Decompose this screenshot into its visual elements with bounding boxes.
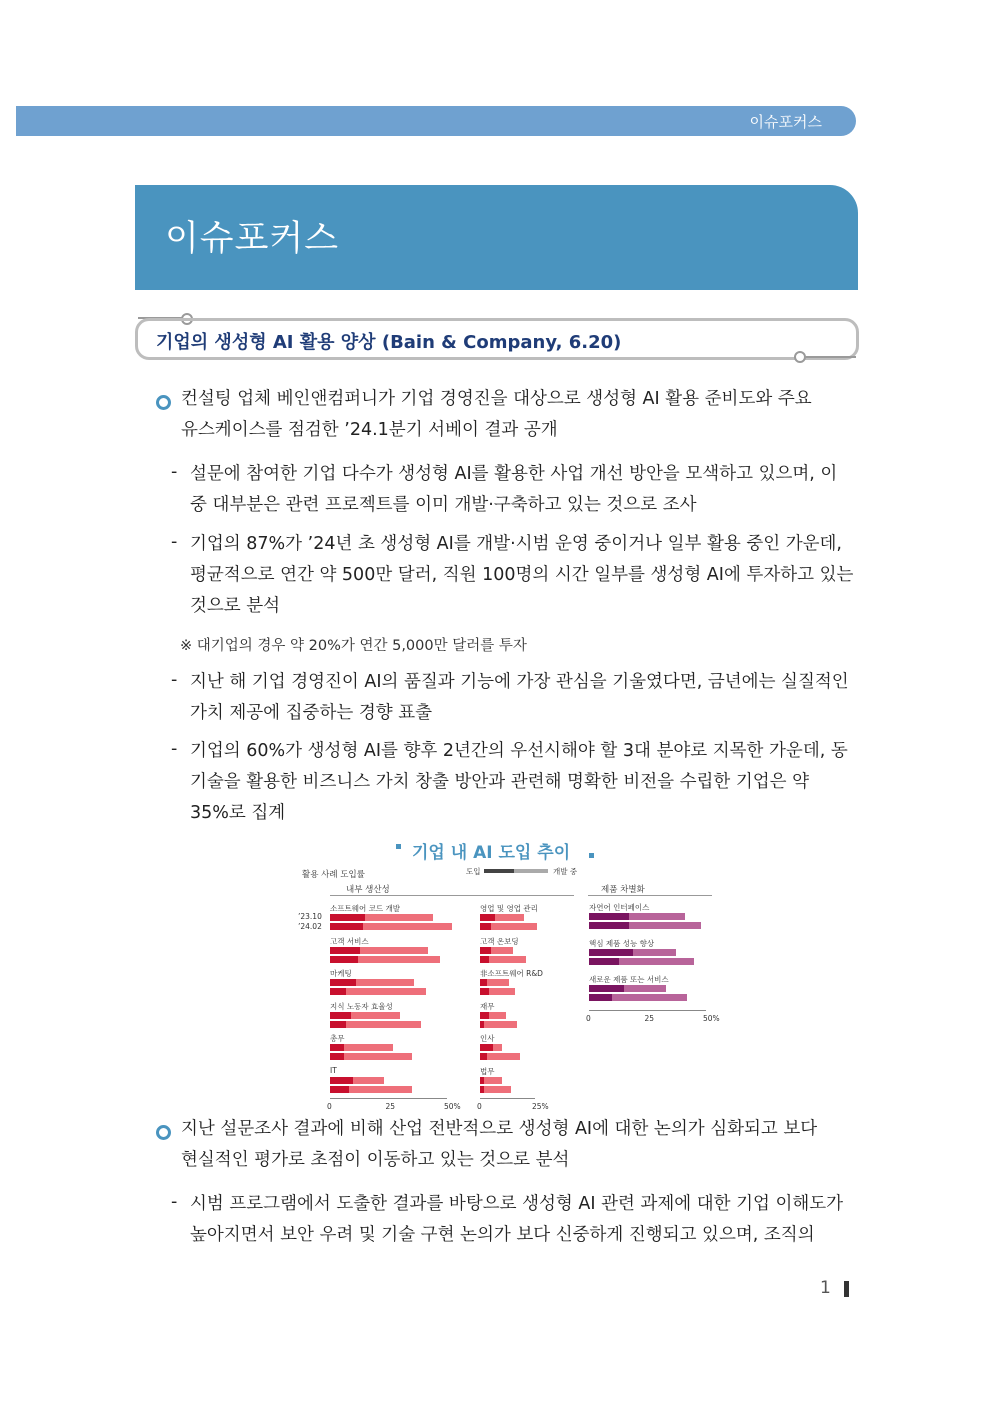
x-axis-line (330, 1098, 447, 1099)
bar-adopted (330, 1077, 353, 1084)
section-title-box (135, 318, 859, 360)
bar-adopted (330, 947, 360, 954)
x-tick-label: 0 (327, 1102, 332, 1111)
legend-swatch-developing (514, 869, 548, 873)
dash-paragraph (190, 459, 858, 521)
bar-developing (491, 923, 537, 930)
text-line: 지난 설문조사 결과에 비해 산업 전반적으로 생성형 AI에 대한 논의가 심화되고 보다 (181, 1119, 818, 1139)
text-line: 유스케이스를 점검한 ’24.1분기 서베이 결과 공개 (181, 420, 558, 440)
bar-adopted (589, 985, 624, 992)
text-line: 시범 프로그램에서 도출한 결과를 바탕으로 생성형 AI 관련 과제에 대한 기업 이해도가 (190, 1194, 844, 1214)
text-line: 높아지면서 보안 우려 및 기술 구현 논의가 보다 신중하게 진행되고 있으며, 조직의 (190, 1225, 815, 1245)
bar-developing (491, 947, 513, 954)
category-label: IT (330, 1065, 337, 1075)
section-title: 기업의 생성형 AI 활용 양상 (Bain & Company, 6.20) (156, 332, 622, 353)
period-label: ’23.10 (298, 912, 322, 921)
bar-developing (351, 1012, 400, 1019)
title-banner (135, 185, 858, 290)
bar-developing (489, 988, 515, 995)
panel-header-line (588, 895, 712, 896)
bar-developing (484, 1086, 510, 1093)
dash-mark: - (171, 739, 178, 759)
text-line: 중 대부분은 관련 프로젝트를 이미 개발·구축하고 있는 것으로 조사 (190, 495, 697, 515)
text-line: 기업의 60%가 생성형 AI를 향후 2년간의 우선시해야 할 3대 분야로 지목한 가운데, 동 (190, 741, 848, 761)
period-label: ’24.02 (298, 922, 322, 931)
bullet-paragraph (181, 1114, 858, 1176)
text-line: 기업의 87%가 ’24년 초 생성형 AI를 개발·시범 운영 중이거나 일부 활용 중인 가운데, (190, 534, 842, 554)
bar-developing (346, 1021, 421, 1028)
dash-mark: - (171, 532, 178, 552)
bar-adopted (589, 958, 619, 965)
bar-adopted (330, 1021, 346, 1028)
footnote: ※ 대기업의 경우 약 20%가 연간 5,000만 달러를 투자 (180, 638, 527, 654)
category-label: 非소프트웨어 R&D (480, 969, 543, 978)
text-line: 지난 해 기업 경영진이 AI의 품질과 기능에 가장 관심을 기울였다면, 금년에는 실질적인 (190, 672, 849, 692)
bar-adopted (480, 979, 487, 986)
chart-title-marker (589, 853, 594, 858)
bar-adopted (480, 1044, 493, 1051)
category-label: 재무 (480, 1001, 495, 1011)
bar-developing (484, 1077, 502, 1084)
page-number: 1 (820, 1278, 831, 1298)
section-box-knob (794, 351, 806, 363)
bar-developing (487, 1053, 520, 1060)
panel-title-product: 제품 차별화 (601, 885, 645, 895)
dash-paragraph (190, 529, 858, 622)
bar-adopted (589, 922, 629, 929)
text-line: 가치 제공에 집중하는 경향 표출 (190, 703, 433, 723)
bar-developing (365, 914, 433, 921)
bar-developing (356, 979, 415, 986)
text-line: 평균적으로 연간 약 500만 달러, 직원 100명의 시간 일부를 생성형 AI에 투자하고 있는 (190, 565, 854, 585)
text-line: 35%로 집계 (190, 803, 286, 823)
bar-developing (493, 1044, 502, 1051)
bar-developing (612, 994, 687, 1001)
legend-swatch-adopted (484, 869, 514, 873)
bar-developing (633, 949, 675, 956)
bar-adopted (589, 949, 633, 956)
panel-title-internal: 내부 생산성 (346, 885, 390, 895)
chart-title-marker (396, 844, 401, 849)
bar-developing (489, 956, 526, 963)
x-tick-label: 50% (444, 1102, 461, 1111)
x-tick-label: 25% (532, 1102, 549, 1111)
dash-mark: - (171, 670, 178, 690)
x-tick-label: 25 (644, 1014, 655, 1023)
bar-developing (629, 913, 685, 920)
bullet-icon (156, 1125, 171, 1140)
category-label: 고객 서비스 (330, 936, 369, 946)
bar-developing (358, 956, 440, 963)
text-line: 기술을 활용한 비즈니스 가치 창출 방안과 관련해 명확한 비전을 수립한 기업은 약 (190, 772, 810, 792)
panel-header-line (330, 895, 574, 896)
legend-label-developing: 개발 중 (553, 867, 578, 876)
bar-developing (487, 979, 509, 986)
bar-adopted (330, 1086, 349, 1093)
legend-label-adopted: 도입 (466, 867, 481, 876)
bar-adopted (480, 956, 489, 963)
category-label: 지식 노동자 효율성 (330, 1001, 393, 1011)
bar-developing (484, 1021, 517, 1028)
banner-title: 이슈포커스 (165, 219, 340, 259)
bar-developing (346, 988, 426, 995)
category-label: 소프트웨어 코드 개발 (330, 904, 400, 913)
header-label: 이슈포커스 (749, 113, 822, 131)
bar-developing (489, 1012, 507, 1019)
bar-adopted (330, 914, 365, 921)
bar-adopted (480, 923, 491, 930)
bar-developing (360, 947, 428, 954)
bar-adopted (480, 947, 491, 954)
category-label: 자연어 인터페이스 (589, 903, 650, 912)
bar-developing (349, 1086, 412, 1093)
x-tick-label: 25 (385, 1102, 396, 1111)
bar-adopted (480, 988, 489, 995)
bar-adopted (330, 1053, 344, 1060)
dash-paragraph (190, 1189, 858, 1251)
bar-adopted (480, 914, 495, 921)
dash-mark: - (171, 1192, 178, 1212)
bar-developing (344, 1044, 393, 1051)
bar-adopted (330, 1012, 351, 1019)
bar-developing (624, 985, 666, 992)
bar-adopted (330, 979, 356, 986)
bar-adopted (330, 1044, 344, 1051)
bullet-paragraph (181, 384, 858, 446)
category-label: 새로운 제품 또는 서비스 (589, 975, 669, 984)
text-line: 현실적인 평가로 초점이 이동하고 있는 것으로 분석 (181, 1150, 570, 1170)
bar-developing (619, 958, 694, 965)
page-number-marker (844, 1281, 849, 1297)
bar-adopted (330, 988, 346, 995)
x-tick-label: 0 (586, 1014, 591, 1023)
dash-paragraph (190, 736, 858, 829)
bar-adopted (330, 956, 358, 963)
text-line: 것으로 분석 (190, 596, 281, 616)
bar-adopted (589, 913, 629, 920)
category-label: 영업 및 영업 관리 (480, 904, 538, 913)
bar-adopted (480, 1012, 489, 1019)
dash-mark: - (171, 462, 178, 482)
category-label: 마케팅 (330, 969, 352, 978)
category-label: 핵심 제품 성능 향상 (589, 939, 655, 948)
x-tick-label: 50% (703, 1014, 720, 1023)
bar-developing (344, 1053, 412, 1060)
bar-developing (363, 923, 452, 930)
text-line: 설문에 참여한 기업 다수가 생성형 AI를 활용한 사업 개선 방안을 모색하고 있으며, 이 (190, 464, 838, 484)
category-label: 총무 (330, 1034, 345, 1043)
header-ribbon (16, 106, 856, 136)
category-label: 고객 온보딩 (480, 936, 519, 946)
bar-developing (353, 1077, 383, 1084)
x-axis-line (589, 1010, 706, 1011)
x-tick-label: 0 (477, 1102, 482, 1111)
chart-title: 기업 내 AI 도입 추이 (412, 843, 571, 863)
text-line: 컨설팅 업체 베인앤컴퍼니가 기업 경영진을 대상으로 생성형 AI 활용 준비도와 주요 (181, 389, 812, 409)
chart-ylabel: 활용 사례 도입률 (302, 870, 365, 880)
category-label: 인사 (480, 1034, 495, 1043)
bar-developing (629, 922, 702, 929)
bar-adopted (330, 923, 363, 930)
bar-adopted (589, 994, 612, 1001)
section-box-connector (806, 356, 856, 358)
bullet-icon (156, 395, 171, 410)
dash-paragraph (190, 667, 858, 729)
bar-developing (495, 914, 524, 921)
bar-adopted (480, 1053, 487, 1060)
x-axis-line (480, 1098, 535, 1099)
category-label: 법무 (480, 1066, 495, 1076)
